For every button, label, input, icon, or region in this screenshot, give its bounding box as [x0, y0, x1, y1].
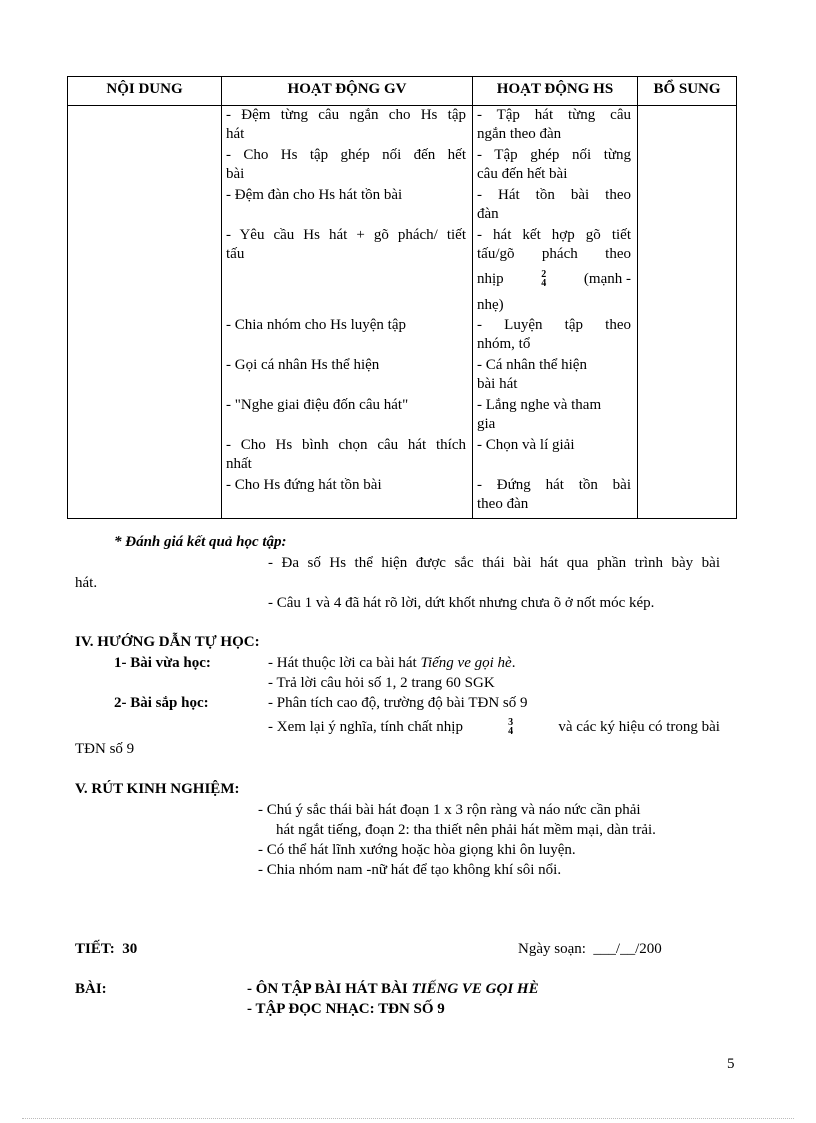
hs-line: - Cá nhân thể hiện	[477, 357, 587, 373]
hs-line: - Đứng hát tồn bài	[477, 477, 631, 493]
hs-line: - hát kết hợp gõ tiết	[477, 227, 631, 243]
tiet-label: TIẾT: 30	[75, 941, 138, 957]
gv-line: tấu	[226, 246, 245, 262]
section-5-line: - Có thể hát lĩnh xướng hoặc hòa giọng khi ôn luyện.	[258, 842, 576, 858]
date-prepared: Ngày soạn: ___/__/200	[518, 941, 662, 957]
hs-line: tấu/gõ phách theo	[477, 246, 631, 262]
cell-hs-activities	[473, 106, 638, 519]
cell-bo-sung	[638, 106, 737, 519]
section-4-item2-label: 2- Bài sắp học:	[114, 695, 209, 711]
bai-line-2: - TẬP ĐỌC NHẠC: TĐN SỐ 9	[247, 1001, 445, 1017]
evaluation-heading: * Đánh giá kết quả học tập:	[114, 534, 287, 550]
gv-line: bài	[226, 166, 245, 182]
hs-line: nhóm, tổ	[477, 336, 531, 352]
cell-gv-activities	[222, 106, 473, 519]
bai-label: BÀI:	[75, 981, 107, 997]
hs-line: - Lắng nghe và tham	[477, 397, 602, 413]
evaluation-line-1-cont: hát.	[75, 575, 98, 591]
time-signature-2-4: 2 4	[541, 269, 547, 289]
song-title: Tiếng ve gọi hè	[420, 655, 512, 671]
section-4-item2-line1: - Phân tích cao độ, trường độ bài TĐN số 9	[268, 695, 528, 711]
evaluation-line-2: - Câu 1 và 4 đã hát rõ lời, dứt khốt nhưng chưa õ ở nốt móc kép.	[268, 595, 655, 611]
hs-line: nhẹ)	[477, 297, 504, 313]
gv-line: nhất	[226, 456, 252, 472]
hs-line: nhịp	[477, 270, 504, 287]
hs-line: đàn	[477, 206, 499, 222]
bai-song-title: TIẾNG VE GỌI HÈ	[411, 981, 539, 997]
section-4-heading: IV. HƯỚNG DẪN TỰ HỌC:	[75, 634, 260, 650]
hs-line: bài hát	[477, 376, 518, 392]
gv-line: - Đệm đàn cho Hs hát tồn bài	[226, 187, 403, 203]
header-hoat-dong-gv: HOẠT ĐỘNG GV	[222, 77, 473, 106]
hs-line: - Chọn và lí giải	[477, 437, 575, 453]
page-bottom-divider	[22, 1118, 794, 1119]
hs-line: theo đàn	[477, 496, 529, 512]
header-noi-dung: NỘI DUNG	[68, 77, 222, 106]
hs-line: - Tập hát từng câu	[477, 107, 631, 123]
gv-line: - Cho Hs tập ghép nối đến hết	[226, 147, 466, 163]
hs-line: - Luyện tập theo	[477, 317, 631, 333]
gv-line: - Chia nhóm cho Hs luyện tập	[226, 317, 406, 333]
gv-line: - "Nghe giai điệu đốn câu hát"	[226, 397, 409, 413]
hs-line: ngắn theo đàn	[477, 126, 562, 142]
gv-line: - Yêu cầu Hs hát + gõ phách/ tiết	[226, 227, 466, 243]
gv-line: hát	[226, 126, 245, 142]
lesson-activity-table	[67, 76, 737, 519]
section-5-line: - Chia nhóm nam -nữ hát để tạo không khí sôi nổi.	[258, 862, 562, 878]
section-5-line: hát ngắt tiếng, đoạn 2: tha thiết nên phải hát mềm mại, dàn trải.	[276, 822, 656, 838]
hs-line: gia	[477, 416, 496, 432]
section-5-heading: V. RÚT KINH NGHIỆM:	[75, 781, 240, 797]
section-4-item2-line3: TĐN số 9	[75, 741, 135, 757]
hs-line: - Tập ghép nối từng	[477, 147, 631, 163]
section-4-item1-line2: - Trả lời câu hỏi số 1, 2 trang 60 SGK	[268, 675, 495, 691]
gv-line: - Cho Hs bình chọn câu hát thích	[226, 437, 466, 453]
gv-line: - Đệm từng câu ngắn cho Hs tập	[226, 107, 466, 123]
gv-line: - Cho Hs đứng hát tồn bài	[226, 477, 382, 493]
tiet-number: 30	[122, 941, 138, 957]
section-5-line: - Chú ý sắc thái bài hát đoạn 1 x 3 rộn ràng và náo nức cần phải	[258, 802, 641, 818]
section-4-item2-line2: - Xem lại ý nghĩa, tính chất nhịp 3 4 và các ký hiệu có trong bài	[268, 717, 720, 737]
bai-line-1: - ÔN TẬP BÀI HÁT BÀI TIẾNG VE GỌI HÈ	[247, 981, 539, 997]
section-4-item1-label: 1- Bài vừa học:	[114, 655, 211, 671]
hs-line: - Hát tồn bài theo	[477, 187, 631, 203]
cell-noi-dung	[68, 106, 222, 519]
hs-line: (mạnh -	[583, 270, 631, 287]
time-signature-3-4: 3 4	[508, 717, 514, 737]
evaluation-line-1: - Đa số Hs thể hiện được sắc thái bài hát qua phần trình bày bài	[268, 555, 720, 571]
page-number: 5	[727, 1056, 735, 1072]
header-hoat-dong-hs: HOẠT ĐỘNG HS	[473, 77, 638, 106]
header-bo-sung: BỔ SUNG	[638, 77, 737, 106]
hs-line: câu đến hết bài	[477, 166, 568, 182]
hs-nhip-row	[477, 264, 631, 294]
gv-line: - Gọi cá nhân Hs thể hiện	[226, 357, 380, 373]
section-4-item1-line1: - Hát thuộc lời ca bài hát Tiếng ve gọi hè.	[268, 655, 516, 671]
date-value: ___/__/200	[593, 941, 662, 957]
